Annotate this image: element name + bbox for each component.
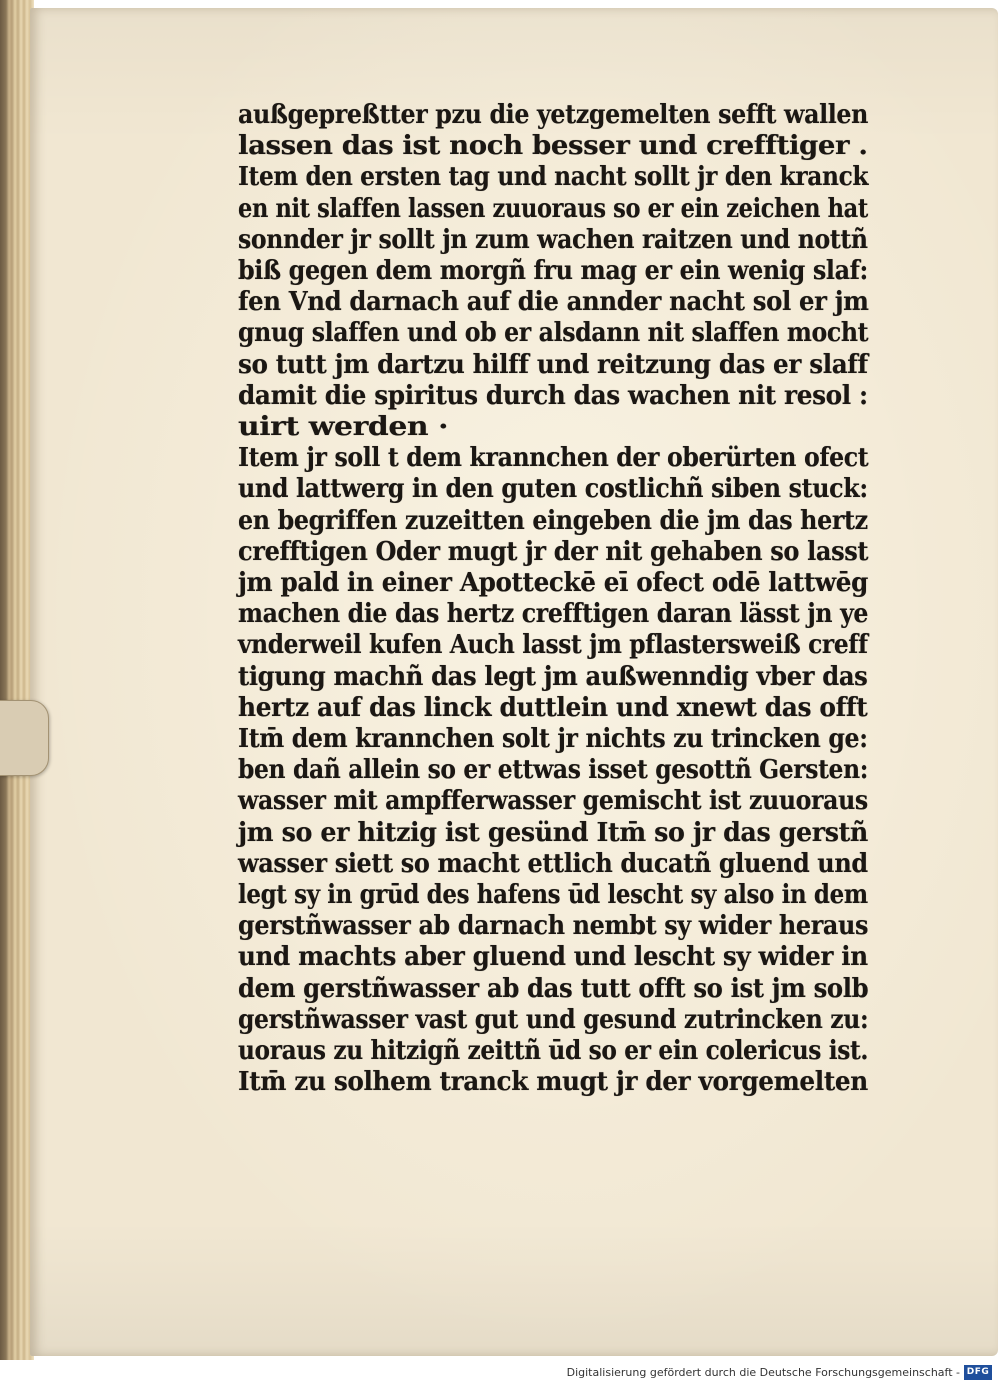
text-line: ben dañ allein so er ettwas isset gesottñ Gersten: [238, 755, 869, 786]
text-line: Itm̄ zu solhem tranck mugt jr der vorgemelten [238, 1067, 868, 1098]
footer-credit: Digitalisierung gefördert durch die Deutsche Forschungsgemeinschaft - [566, 1366, 960, 1379]
text-line: uirt werden · [238, 412, 449, 442]
text-line: und lattwerg in den guten costlichñ siben stuck: [238, 474, 868, 505]
text-line: Item jr soll t dem krannchen der oberürten ofect [238, 443, 869, 474]
text-line: damit die spiritus durch das wachen nit resol : [238, 380, 868, 411]
text-line: jm so er hitzig ist gesünd Itm̄ so jr das gerstñ [238, 817, 868, 848]
text-line: Itm̄ dem krannchen solt jr nichts zu trincken ge: [238, 724, 868, 754]
text-line: und machts aber gluend und lescht sy wider in [238, 942, 868, 973]
text-line: jm pald in einer Apotteckē eī ofect odē lattwēg [238, 568, 868, 598]
text-line: en begriffen zuzeitten eingeben die jm das hertz [238, 505, 868, 536]
text-line: fen Vnd darnach auf die annder nacht sol er jm [238, 287, 869, 318]
text-line: gerstñwasser vast gut und gesund zutrincken zu: [238, 1004, 869, 1035]
text-line: uoraus zu hitzigñ zeittñ ūd so er ein colericus ist. [238, 1036, 869, 1066]
text-line: legt sy in grūd des hafens ūd lescht sy also in dem [238, 880, 868, 910]
text-line: wasser mit ampfferwasser gemischt ist zuuoraus [238, 786, 868, 817]
text-line: vnderweil kufen Auch lasst jm pflastersweiß creff [238, 630, 868, 661]
dfg-logo: DFG [964, 1365, 992, 1380]
text-line: so tutt jm dartzu hilff und reitzung das er slaff [238, 349, 868, 380]
text-line: lassen das ist noch besser und crefftiger . [238, 131, 868, 162]
text-line: gerstñwasser ab darnach nembt sy wider heraus [238, 911, 869, 942]
text-line: en nit slaffen lassen zuuoraus so er ein zeichen hat [238, 193, 868, 224]
text-line: Item den ersten tag und nacht sollt jr den kranck [238, 162, 869, 193]
text-line: hertz auf das linck duttlein und xnewt das offt [238, 692, 868, 723]
text-line: biß gegen dem morgñ fru mag er ein wenig slaf: [238, 256, 868, 286]
text-line: dem gerstñwasser ab das tutt offt so ist jm solb [238, 973, 869, 1004]
text-line: gnug slaffen und ob er alsdann nit slaffen mocht [238, 318, 869, 349]
text-line: außgepreßtter pzu die yetzgemelten sefft wallen [238, 100, 869, 130]
book-binding-edge [0, 0, 34, 1360]
text-line: tigung machñ das legt jm außwenndig vber das [238, 661, 868, 692]
text-line: machen die das hertz crefftigen daran lässt jn ye [238, 599, 869, 630]
text-line: crefftigen Oder mugt jr der nit gehaben so lasst [238, 536, 869, 567]
text-line: sonnder jr sollt jn zum wachen raitzen und nottñ [238, 224, 868, 255]
text-line: wasser siett so macht ettlich ducatñ gluend und [238, 848, 868, 879]
page-clip-tab [0, 700, 49, 776]
